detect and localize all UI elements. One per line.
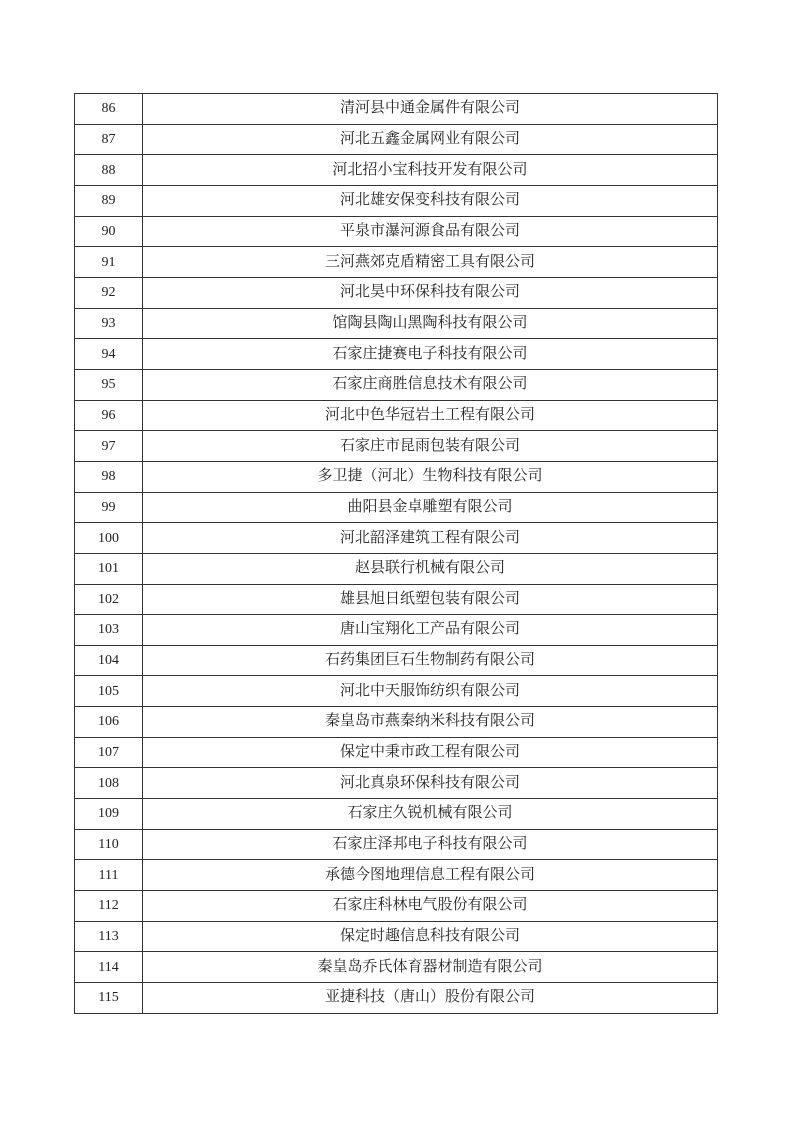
- table-row: [75, 707, 718, 738]
- company-name: 多卫捷（河北）生物科技有限公司: [143, 461, 718, 492]
- table-row: [75, 124, 718, 155]
- table-row: [75, 216, 718, 247]
- row-number: 109: [75, 799, 143, 830]
- company-name: 亚捷科技（唐山）股份有限公司: [143, 983, 718, 1014]
- row-number: 100: [75, 523, 143, 554]
- row-number: 113: [75, 921, 143, 952]
- company-name: 石家庄泽邦电子科技有限公司: [143, 829, 718, 860]
- company-name: 三河燕郊克盾精密工具有限公司: [143, 247, 718, 278]
- row-number: 110: [75, 829, 143, 860]
- company-name: 河北雄安保变科技有限公司: [143, 185, 718, 216]
- company-name: 清河县中通金属件有限公司: [143, 94, 718, 125]
- row-number: 89: [75, 185, 143, 216]
- table-row: [75, 94, 718, 125]
- company-name: 石家庄商胜信息技术有限公司: [143, 369, 718, 400]
- table-row: [75, 492, 718, 523]
- row-number: 87: [75, 124, 143, 155]
- table-row: [75, 737, 718, 768]
- company-name: 赵县联行机械有限公司: [143, 553, 718, 584]
- company-name: 河北五鑫金属网业有限公司: [143, 124, 718, 155]
- table-row: [75, 185, 718, 216]
- row-number: 86: [75, 94, 143, 125]
- company-name: 保定时趣信息科技有限公司: [143, 921, 718, 952]
- row-number: 97: [75, 431, 143, 462]
- table-row: [75, 247, 718, 278]
- table-row: [75, 921, 718, 952]
- row-number: 106: [75, 707, 143, 738]
- company-name: 河北招小宝科技开发有限公司: [143, 155, 718, 186]
- table-row: [75, 553, 718, 584]
- company-name: 石药集团巨石生物制药有限公司: [143, 645, 718, 676]
- company-name: 石家庄捷赛电子科技有限公司: [143, 339, 718, 370]
- row-number: 96: [75, 400, 143, 431]
- table-row: [75, 461, 718, 492]
- table-row: [75, 615, 718, 646]
- table-row: [75, 369, 718, 400]
- table-row: [75, 860, 718, 891]
- company-name: 平泉市瀑河源食品有限公司: [143, 216, 718, 247]
- company-name: 秦皇岛乔氏体育器材制造有限公司: [143, 952, 718, 983]
- row-number: 94: [75, 339, 143, 370]
- row-number: 103: [75, 615, 143, 646]
- row-number: 91: [75, 247, 143, 278]
- row-number: 105: [75, 676, 143, 707]
- row-number: 111: [75, 860, 143, 891]
- table-row: [75, 768, 718, 799]
- table-row: [75, 891, 718, 922]
- company-name: 河北韶泽建筑工程有限公司: [143, 523, 718, 554]
- company-name: 石家庄市昆雨包装有限公司: [143, 431, 718, 462]
- company-name: 石家庄科林电气股份有限公司: [143, 891, 718, 922]
- company-name: 河北真泉环保科技有限公司: [143, 768, 718, 799]
- row-number: 90: [75, 216, 143, 247]
- row-number: 98: [75, 461, 143, 492]
- row-number: 88: [75, 155, 143, 186]
- table-row: [75, 308, 718, 339]
- table-row: [75, 645, 718, 676]
- row-number: 107: [75, 737, 143, 768]
- company-name: 石家庄久锐机械有限公司: [143, 799, 718, 830]
- row-number: 99: [75, 492, 143, 523]
- company-name: 曲阳县金卓雕塑有限公司: [143, 492, 718, 523]
- company-name: 保定中秉市政工程有限公司: [143, 737, 718, 768]
- company-name: 承德今图地理信息工程有限公司: [143, 860, 718, 891]
- company-name: 雄县旭日纸塑包装有限公司: [143, 584, 718, 615]
- table-row: [75, 799, 718, 830]
- table-row: [75, 983, 718, 1014]
- row-number: 92: [75, 277, 143, 308]
- row-number: 114: [75, 952, 143, 983]
- row-number: 115: [75, 983, 143, 1014]
- table-row: [75, 155, 718, 186]
- company-name: 馆陶县陶山黑陶科技有限公司: [143, 308, 718, 339]
- table-row: [75, 400, 718, 431]
- table-row: [75, 523, 718, 554]
- company-name: 河北昊中环保科技有限公司: [143, 277, 718, 308]
- table-row: [75, 676, 718, 707]
- row-number: 102: [75, 584, 143, 615]
- table-row: [75, 277, 718, 308]
- row-number: 101: [75, 553, 143, 584]
- company-name: 秦皇岛市燕秦纳米科技有限公司: [143, 707, 718, 738]
- table-row: [75, 431, 718, 462]
- row-number: 104: [75, 645, 143, 676]
- row-number: 108: [75, 768, 143, 799]
- row-number: 112: [75, 891, 143, 922]
- company-name: 唐山宝翔化工产品有限公司: [143, 615, 718, 646]
- table-row: [75, 829, 718, 860]
- company-list-table: [74, 93, 718, 1014]
- table-row: [75, 584, 718, 615]
- company-name: 河北中色华冠岩土工程有限公司: [143, 400, 718, 431]
- row-number: 95: [75, 369, 143, 400]
- table-row: [75, 952, 718, 983]
- company-name: 河北中天服饰纺织有限公司: [143, 676, 718, 707]
- row-number: 93: [75, 308, 143, 339]
- table-body: [75, 94, 718, 1014]
- table-row: [75, 339, 718, 370]
